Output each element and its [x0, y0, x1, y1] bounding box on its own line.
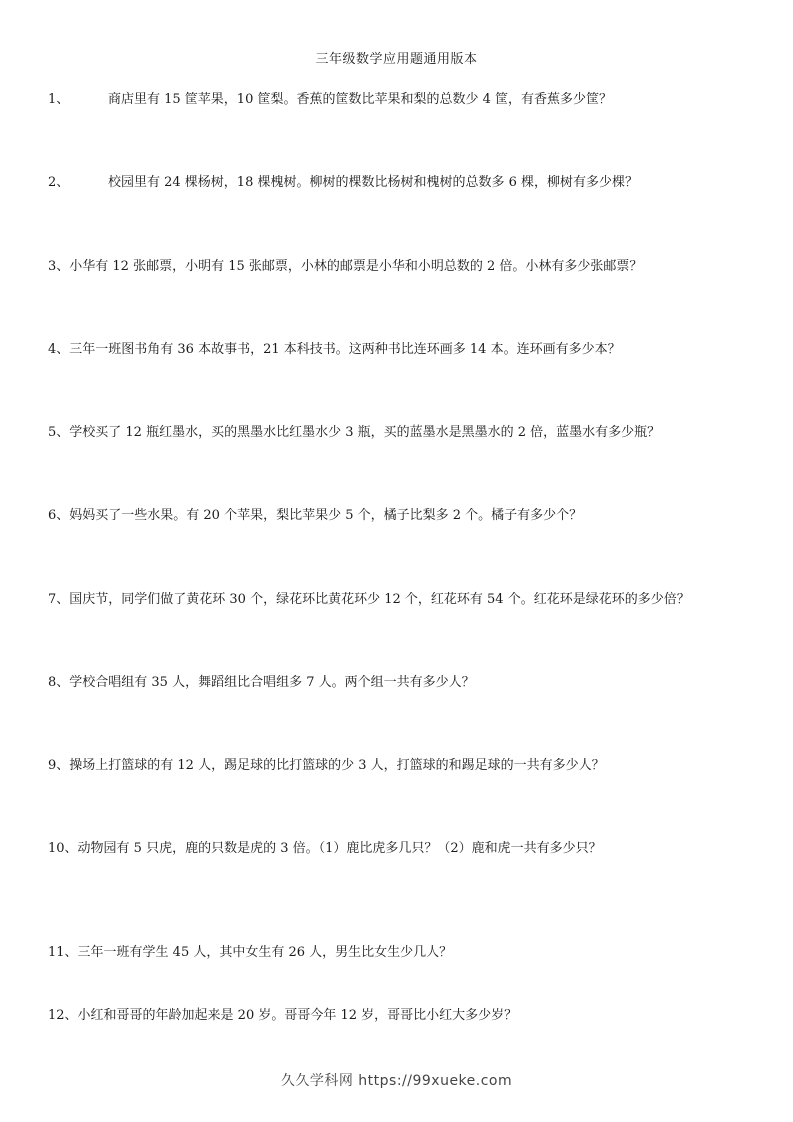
problem-1 — [48, 91, 768, 109]
problem-number: 2、 — [48, 175, 70, 190]
problem-7 — [48, 591, 768, 609]
problem-text: 动物园有 5 只虎，鹿的只数是虎的 3 倍。（1）鹿比虎多几只？（2）鹿和虎一共有多少只？ — [77, 841, 602, 856]
problem-number: 12、 — [48, 1008, 78, 1023]
problem-text: 学校合唱组有 35 人，舞蹈组比合唱组多 7 人。两个组一共有多少人？ — [69, 675, 475, 690]
problem-number: 7、 — [48, 592, 70, 607]
problem-number: 10、 — [48, 841, 78, 856]
problem-number: 9、 — [48, 758, 70, 773]
problem-number: 8、 — [48, 675, 70, 690]
problem-11 — [48, 944, 768, 962]
problem-text: 妈妈买了一些水果。有 20 个苹果，梨比苹果少 5 个，橘子比梨多 2 个。橘子有多少个？ — [69, 508, 583, 523]
problem-text: 三年一班图书角有 36 本故事书，21 本科技书。这两种书比连环画多 14 本。连环画有多少本？ — [69, 342, 621, 357]
problem-number: 6、 — [48, 508, 70, 523]
footer-watermark: 久久学科网 https://99xueke.com — [280, 1073, 513, 1089]
problem-9 — [48, 757, 768, 775]
problem-text: 国庆节，同学们做了黄花环 30 个，绿花环比黄花环少 12 个，红花环有 54 个。红花环是绿花环的多少倍？ — [69, 592, 690, 607]
problem-3 — [48, 258, 768, 276]
problem-text: 商店里有 15 筐苹果，10 筐梨。香蕉的筐数比苹果和梨的总数少 4 筐，有香蕉多少筐？ — [108, 92, 613, 107]
problem-5 — [48, 424, 768, 442]
problem-2 — [48, 174, 768, 192]
problem-text: 小华有 12 张邮票，小明有 15 张邮票，小林的邮票是小华和小明总数的 2 倍。小林有多少张邮票？ — [69, 259, 643, 274]
problem-text: 学校买了 12 瓶红墨水，买的黑墨水比红墨水少 3 瓶，买的蓝墨水是黑墨水的 2 倍，蓝墨水有多少瓶？ — [69, 425, 661, 440]
problem-number: 4、 — [48, 342, 70, 357]
problem-8 — [48, 674, 768, 692]
problem-4 — [48, 341, 768, 359]
problem-text: 校园里有 24 棵杨树，18 棵槐树。柳树的棵数比杨树和槐树的总数多 6 棵，柳树有多少棵？ — [108, 175, 639, 190]
problem-12 — [48, 1007, 768, 1025]
page-title: 三年级数学应用题通用版本 — [315, 52, 478, 67]
problem-10 — [48, 840, 768, 858]
problem-number: 1、 — [48, 92, 70, 107]
problem-text: 小红和哥哥的年龄加起来是 20 岁。哥哥今年 12 岁，哥哥比小红大多少岁？ — [77, 1008, 518, 1023]
problem-6 — [48, 507, 768, 525]
problem-text: 三年一班有学生 45 人，其中女生有 26 人，男生比女生少几人？ — [77, 945, 453, 960]
problem-number: 11、 — [48, 945, 78, 960]
problem-text: 操场上打篮球的有 12 人，踢足球的比打篮球的少 3 人，打篮球的和踢足球的一共有多少人？ — [69, 758, 605, 773]
problem-number: 3、 — [48, 259, 70, 274]
problem-number: 5、 — [48, 425, 70, 440]
